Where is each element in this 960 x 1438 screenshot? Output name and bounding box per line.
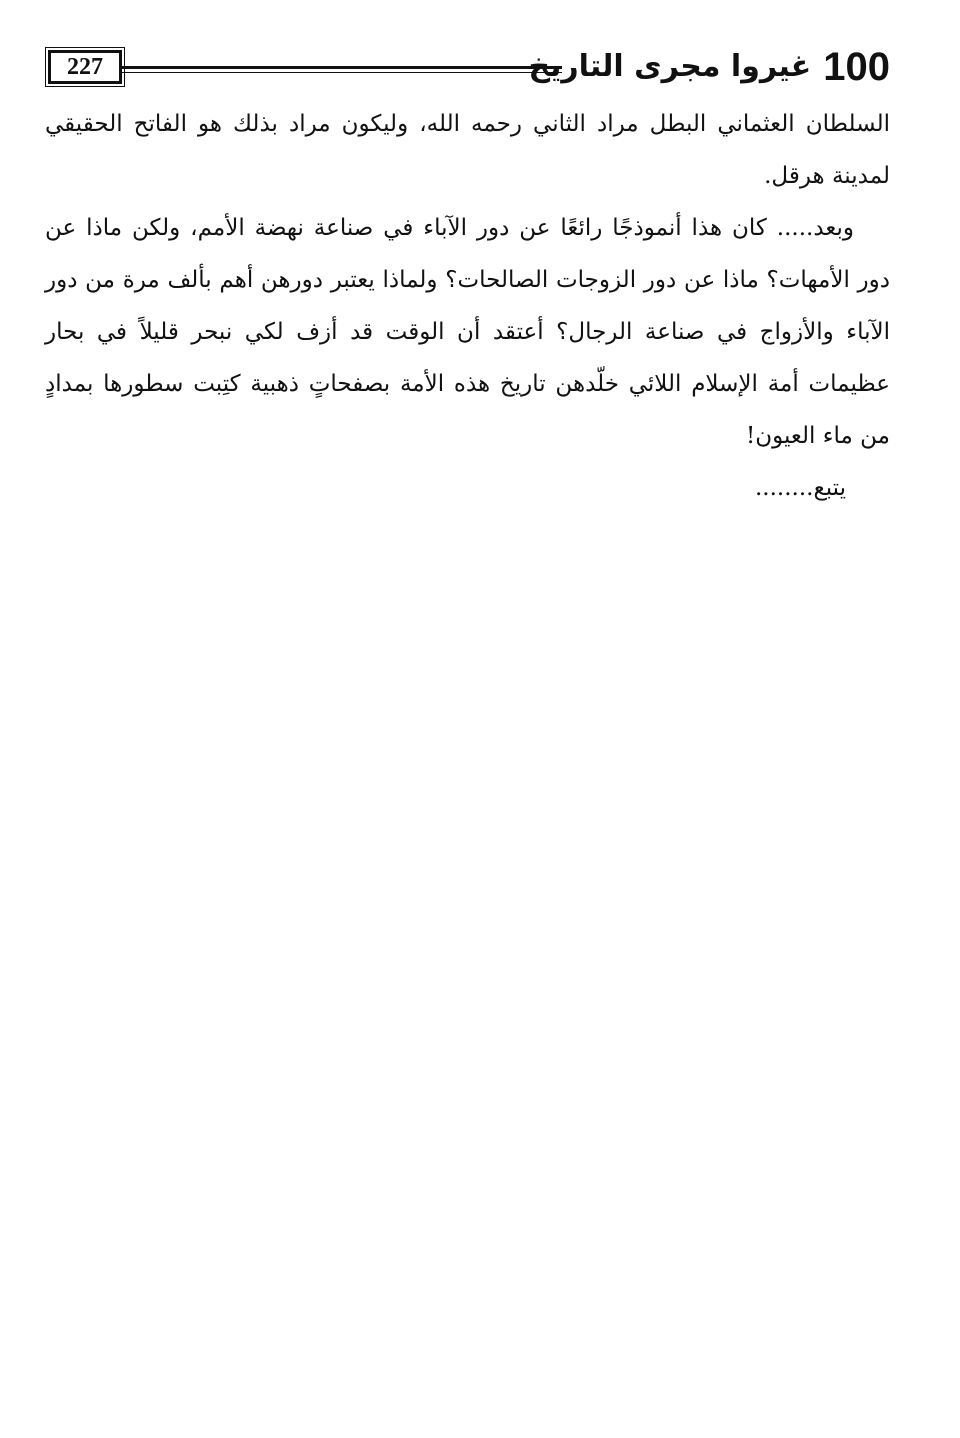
to-be-continued: يتبع........ <box>754 475 846 501</box>
paragraph-1: السلطان العثماني البطل مراد الثاني رحمه الله، وليكون مراد بذلك هو الفاتح الحقيقي لمدينة هرقل. <box>45 111 890 189</box>
page-header <box>40 44 890 90</box>
book-title-number: 100 <box>823 45 890 89</box>
paragraph-2: وبعد..... كان هذا أنموذجًا رائعًا عن دور الآباء في صناعة نهضة الأمم، ولكن ماذا عن دور الأمهات؟ ماذا عن دور الزوجات الصالحات؟ ولماذا يعتبر دورهن أهم بألف مرة من دور الآباء والأزواج في صناعة الرجال؟ أعتقد أن الوقت قد أزف لكي نبحر قليلاً في بحار عظيمات أمة الإسلام اللائي خلّدهن تاريخ هذه الأمة بصفحاتٍ ذهبية كتِبت سطورها بمدادٍ من ماء العيون! <box>45 215 890 449</box>
header-rule <box>122 66 562 69</box>
page-number-box <box>48 50 122 84</box>
book-title-text: غيروا مجرى التاريخ <box>528 49 812 84</box>
page-number: 227 <box>67 53 103 80</box>
body-text <box>45 98 890 514</box>
header-rule-thin <box>122 72 562 73</box>
running-title <box>528 44 890 90</box>
